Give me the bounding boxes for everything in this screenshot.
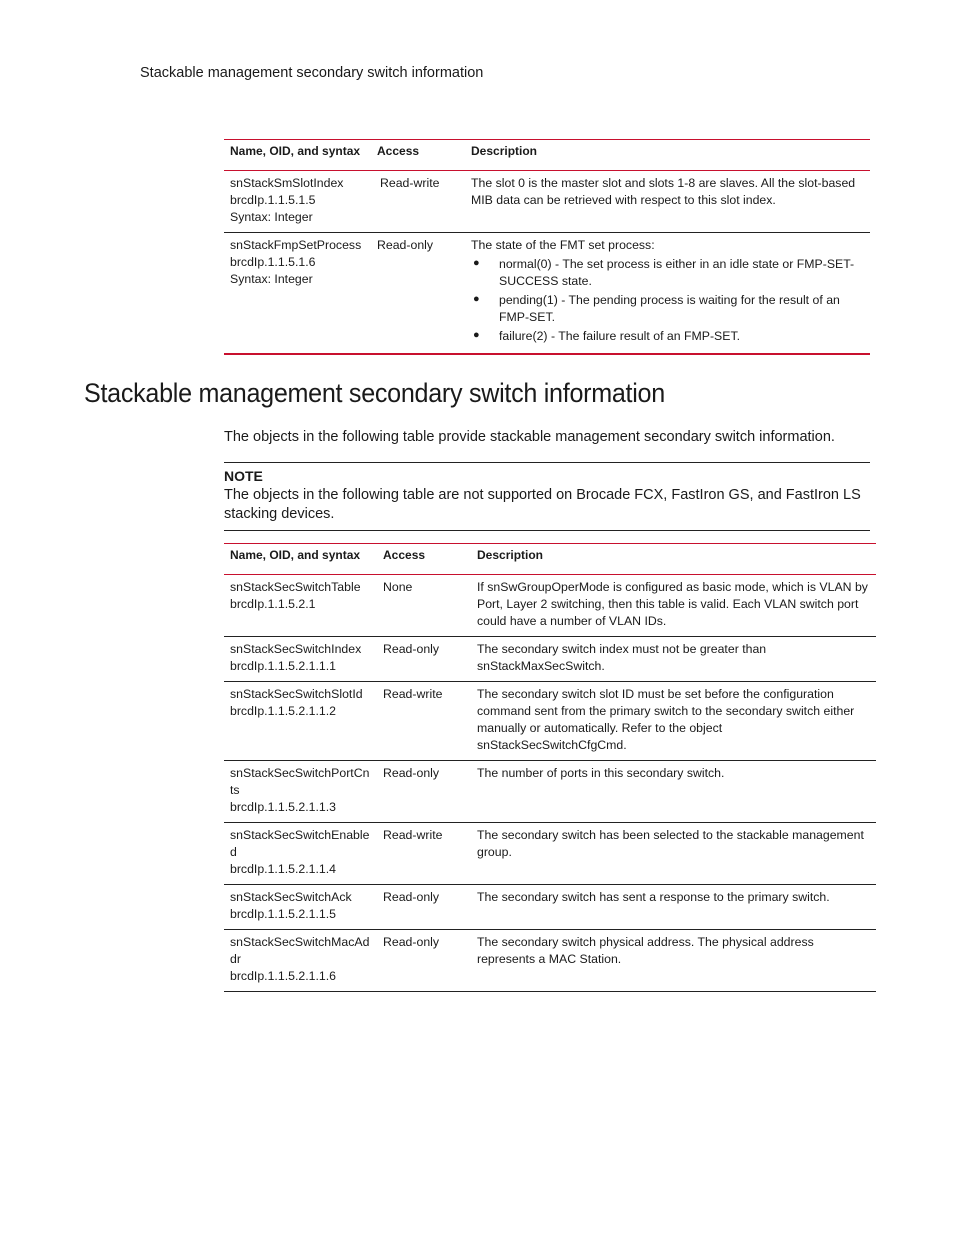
table-row <box>224 575 876 637</box>
object-name: snStackSecSwitchSlotId <box>230 687 363 701</box>
object-name: snStackSecSwitchMacAddr <box>230 935 370 966</box>
table-row <box>224 930 876 992</box>
bullet-item: ● pending(1) - The pending process is waiting for the result of an FMP-SET. <box>471 292 864 326</box>
table-row <box>224 171 870 233</box>
access-cell: Read-only <box>383 642 440 656</box>
object-oid: brcdIp.1.1.5.2.1.1.6 <box>230 969 336 983</box>
table-body <box>224 575 876 992</box>
table-row <box>224 823 876 885</box>
object-name: snStackSecSwitchTable <box>230 580 361 594</box>
object-oid: brcdIp.1.1.5.2.1.1.3 <box>230 800 336 814</box>
object-cell <box>224 885 377 930</box>
object-cell <box>224 637 377 682</box>
object-name: snStackFmpSetProcess <box>230 238 362 252</box>
access-cell: Read-write <box>380 176 440 190</box>
object-oid: brcdIp.1.1.5.1.6 <box>230 255 316 269</box>
object-cell <box>224 823 377 885</box>
access-cell: Read-only <box>383 890 440 904</box>
access-cell: None <box>383 580 413 594</box>
note-label: NOTE <box>224 468 263 484</box>
section-intro: The objects in the following table provide stackable management secondary switch information. <box>224 429 835 445</box>
object-name: snStackSecSwitchAck <box>230 890 352 904</box>
description-cell: The secondary switch has sent a response to the primary switch. <box>477 890 830 904</box>
object-syntax: Syntax: Integer <box>230 210 313 224</box>
access-cell: Read-write <box>383 687 443 701</box>
object-oid: brcdIp.1.1.5.1.5 <box>230 193 316 207</box>
column-header-name: Name, OID, and syntax <box>230 548 361 562</box>
mib-table-stack-slot <box>224 139 870 355</box>
note-box <box>224 462 870 531</box>
object-cell <box>224 575 377 637</box>
object-oid: brcdIp.1.1.5.2.1.1.1 <box>230 659 336 673</box>
object-cell <box>224 171 371 233</box>
description-cell <box>465 233 870 355</box>
description-cell: The secondary switch slot ID must be set before the configuration command sent from the primary switch to the secondary switch either manually or automatically. Refer to the object snStackSecSwitchCfgCmd. <box>477 687 855 752</box>
table-row <box>224 885 876 930</box>
object-name: snStackSecSwitchEnabled <box>230 828 370 859</box>
object-oid: brcdIp.1.1.5.2.1.1.5 <box>230 907 336 921</box>
table-row <box>224 637 876 682</box>
object-oid: brcdIp.1.1.5.2.1 <box>230 597 316 611</box>
table-row <box>224 233 870 355</box>
object-cell <box>224 682 377 761</box>
running-header: Stackable management secondary switch information <box>140 65 484 81</box>
column-header-name: Name, OID, and syntax <box>230 144 361 158</box>
table-header-row <box>224 140 870 171</box>
column-header-description: Description <box>471 144 538 158</box>
description-cell: The secondary switch physical address. The physical address represents a MAC Station. <box>477 935 814 966</box>
description-cell: If snSwGroupOperMode is configured as basic mode, which is VLAN by Port, Layer 2 switching, then this table is valid. Each VLAN switch port could have a number of VLAN IDs. <box>477 580 868 628</box>
object-cell <box>224 761 377 823</box>
table-row <box>224 761 876 823</box>
description-cell: The number of ports in this secondary switch. <box>477 766 725 780</box>
object-name: snStackSmSlotIndex <box>230 176 344 190</box>
section-title: Stackable management secondary switch information <box>84 378 665 408</box>
bullet-list <box>471 256 864 345</box>
description-intro: The state of the FMT set process: <box>471 238 655 252</box>
access-cell: Read-only <box>383 935 440 949</box>
object-cell <box>224 930 377 992</box>
description-cell: The slot 0 is the master slot and slots 1-8 are slaves. All the slot-based MIB data can be retrieved with respect to this slot index. <box>471 176 856 207</box>
bullet-item: ● normal(0) - The set process is either in an idle state or FMP-SET-SUCCESS state. <box>471 256 864 290</box>
column-header-description: Description <box>477 548 544 562</box>
object-name: snStackSecSwitchIndex <box>230 642 362 656</box>
column-header-access: Access <box>383 548 426 562</box>
object-cell <box>224 233 371 355</box>
object-oid: brcdIp.1.1.5.2.1.1.2 <box>230 704 336 718</box>
bullet-item: ● failure(2) - The failure result of an FMP-SET. <box>471 328 864 345</box>
object-oid: brcdIp.1.1.5.2.1.1.4 <box>230 862 336 876</box>
column-header-access: Access <box>377 144 420 158</box>
access-cell: Read-only <box>377 238 434 252</box>
object-syntax: Syntax: Integer <box>230 272 313 286</box>
table-header-row <box>224 544 876 575</box>
note-text: The objects in the following table are not supported on Brocade FCX, FastIron GS, and FastIron LS stacking devices. <box>224 487 861 522</box>
description-cell: The secondary switch index must not be greater than snStackMaxSecSwitch. <box>477 642 767 673</box>
access-cell: Read-only <box>383 766 440 780</box>
table-row <box>224 682 876 761</box>
object-name: snStackSecSwitchPortCnts <box>230 766 370 797</box>
mib-table-secondary-switch <box>224 543 876 992</box>
access-cell: Read-write <box>383 828 443 842</box>
description-cell: The secondary switch has been selected to the stackable management group. <box>477 828 864 859</box>
